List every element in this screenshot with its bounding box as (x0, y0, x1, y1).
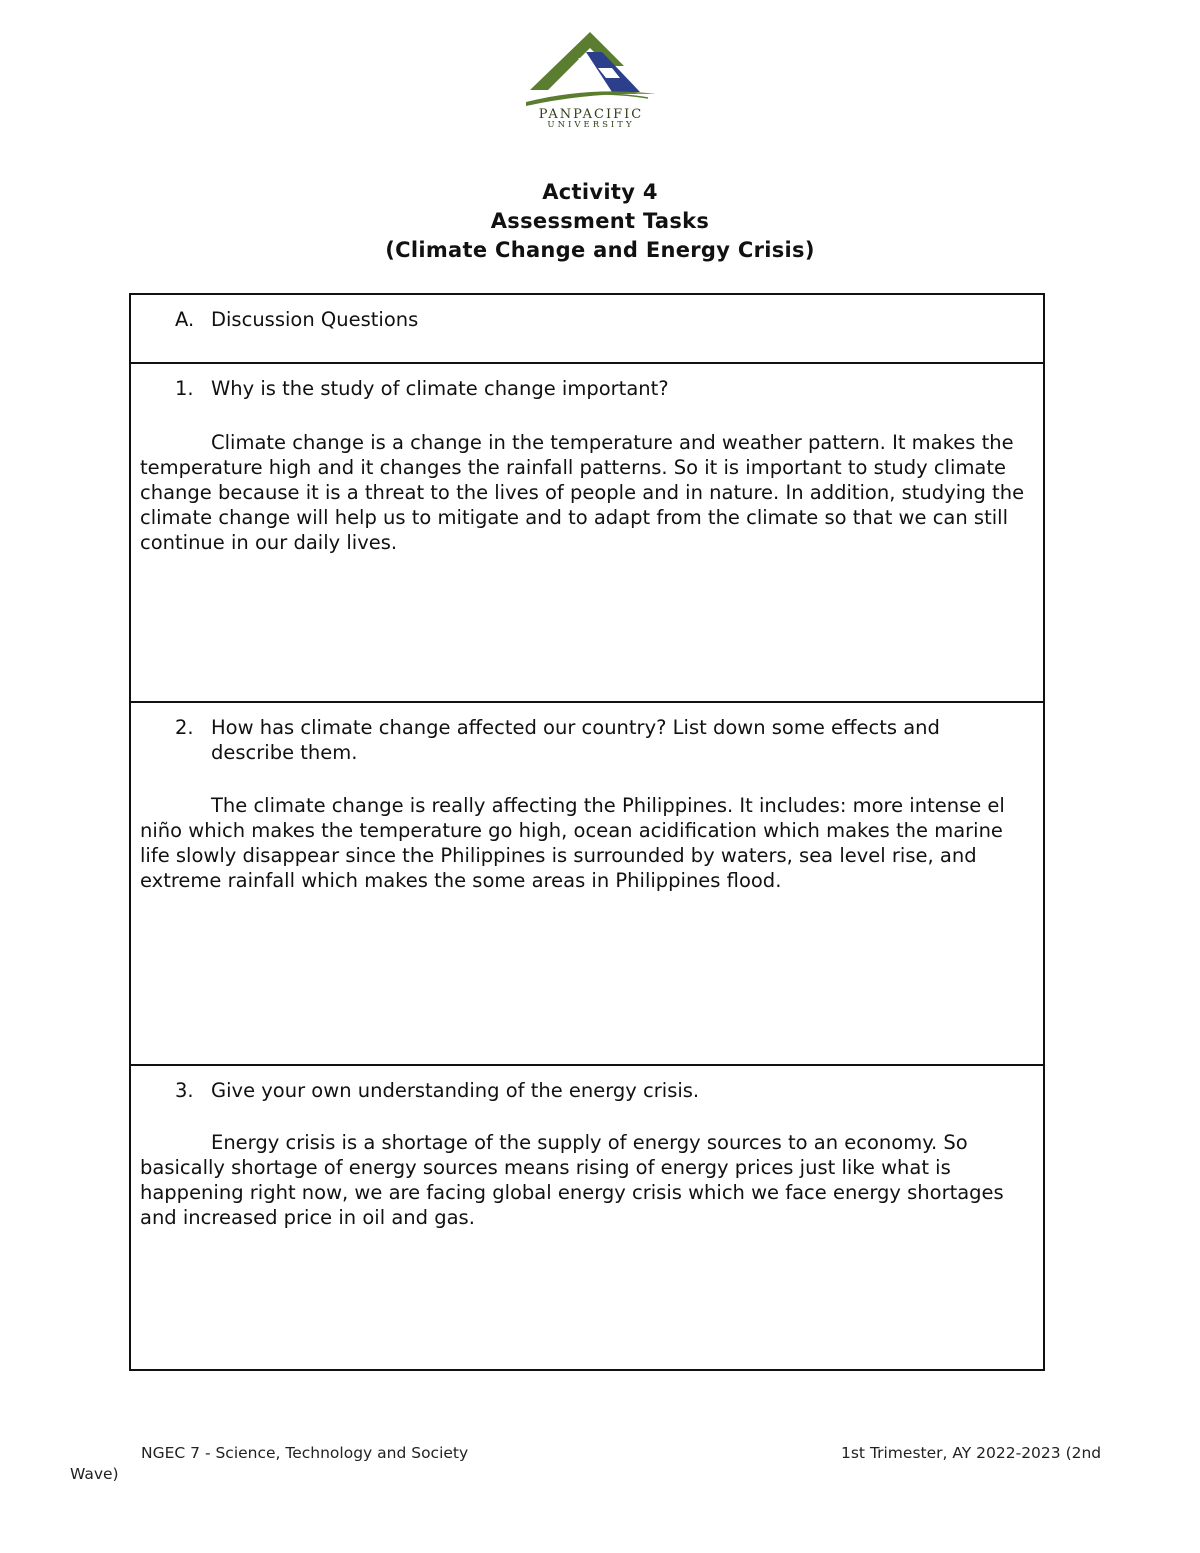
question-text: Give your own understanding of the energy crisis. (211, 1079, 700, 1102)
footer-term-wrap: Wave) (70, 1465, 119, 1483)
footer-course: NGEC 7 - Science, Technology and Society (141, 1444, 469, 1462)
logo-name: PANPACIFIC (538, 107, 644, 122)
question-text: Why is the study of climate change important? (211, 377, 669, 400)
answer-2: The climate change is really affecting the Philippines. It includes: more intense el niño which makes the temperature go high, ocean acidification which makes the marine life slowly disappear since the Philippines is surrounded by waters, sea level rise, and extreme rainfall which makes the some areas in Philippines flood. (140, 794, 1005, 892)
question-number: 3. (175, 1079, 194, 1102)
question-3 (175, 1078, 1029, 1103)
footer-term: 1st Trimester, AY 2022-2023 (2nd (841, 1444, 1102, 1462)
university-logo (520, 28, 662, 136)
question-number: 2. (175, 716, 194, 739)
logo-subname: UNIVERSITY (547, 120, 635, 130)
question-number: 1. (175, 377, 194, 400)
section-label: Discussion Questions (211, 308, 419, 331)
section-header-cell (129, 293, 1045, 364)
question-2 (175, 715, 1029, 765)
question-text: How has climate change affected our country? List down some effects and describe them. (211, 716, 940, 764)
section-letter: A. (175, 308, 195, 331)
topic-title: (Climate Change and Energy Crisis) (385, 238, 815, 262)
section-header (175, 307, 1029, 332)
answer-1: Climate change is a change in the temperature and weather pattern. It makes the temperature high and it changes the rainfall patterns. So it is important to study climate change because it is a threat to the lives of people and in nature. In addition, studying the climate change will help us to mitigate and to adapt from the climate so that we can still continue in our daily lives. (140, 431, 1025, 554)
question-cell-2 (129, 701, 1045, 1066)
answer-3: Energy crisis is a shortage of the supply of energy sources to an economy. So basically shortage of energy sources means rising of energy prices just like what is happening right now, we are facing global energy crisis which we face energy shortages and increased price in oil and gas. (140, 1131, 1004, 1229)
question-cell-3 (129, 1064, 1045, 1371)
assessment-title: Assessment Tasks (490, 209, 710, 233)
question-1 (175, 376, 1029, 401)
logo-mountain-icon (520, 28, 662, 108)
activity-title: Activity 4 (542, 180, 658, 204)
question-cell-1 (129, 362, 1045, 703)
